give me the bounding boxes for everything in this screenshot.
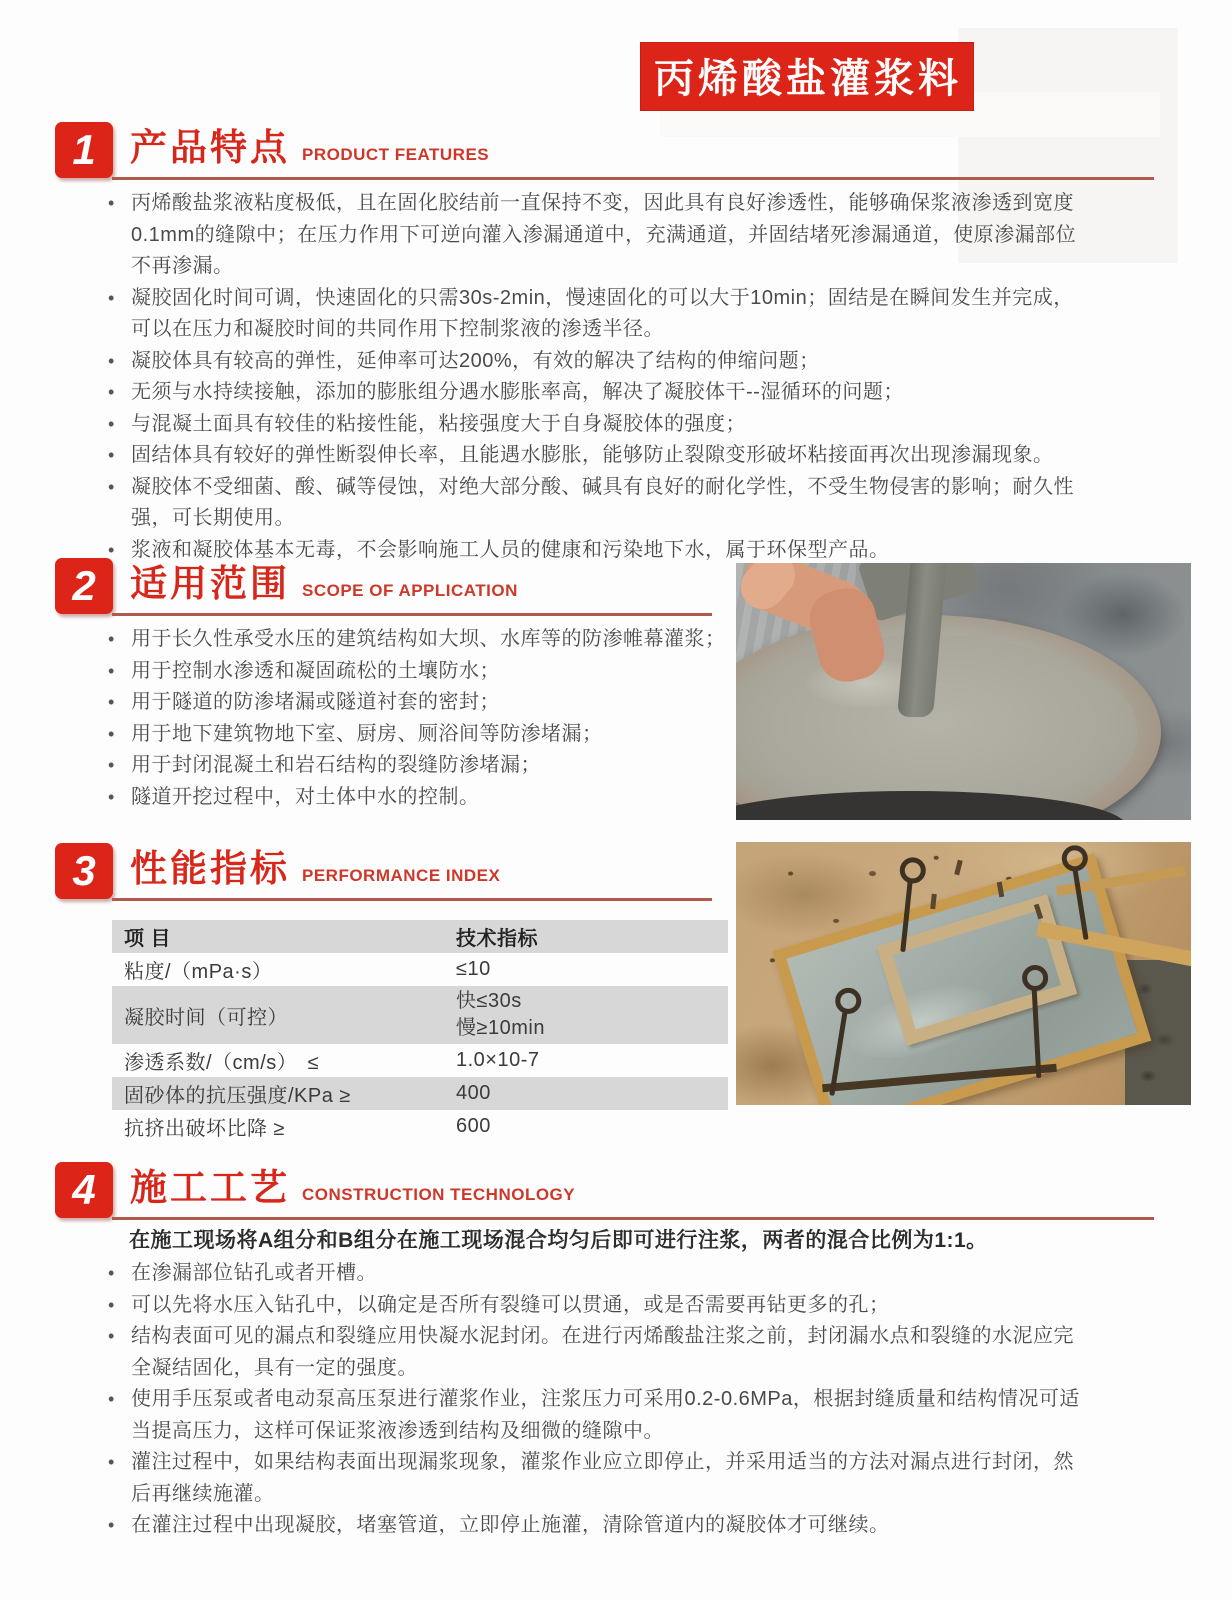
table-cell-item: 抗挤出破坏比降 ≥	[124, 1118, 286, 1140]
section-2-title: 适用范围	[130, 563, 290, 604]
list-item: • 灌注过程中，如果结构表面出现漏浆现象，灌浆作业应立即停止，并采用适当的方法对漏点进行封闭，然后再继续施灌。	[104, 1447, 1094, 1510]
table-row	[112, 1044, 728, 1077]
list-item: • 使用手压泵或者电动泵高压泵进行灌浆作业，注浆压力可采用0.2-0.6MPa，根据封缝质量和结构情况可适当提高压力，这样可保证浆液渗透到结构及细微的缝隙中。	[104, 1384, 1094, 1447]
section-4-subtitle: CONSTRUCTION TECHNOLOGY	[302, 1185, 576, 1204]
list-item: • 凝胶体不受细菌、酸、碱等侵蚀，对绝大部分酸、碱具有良好的耐化学性，不受生物侵害的影响；耐久性强，可长期使用。	[104, 472, 1089, 535]
section-3-rule	[112, 898, 712, 901]
table-row	[112, 986, 728, 1044]
table-cell-value: 400	[456, 1082, 491, 1104]
table-cell-item: 凝胶时间（可控）	[124, 1006, 288, 1029]
column-header-item: 项 目	[124, 928, 172, 950]
list-item: • 用于控制水渗透和凝固疏松的土壤防水；	[104, 656, 732, 688]
list-item: • 凝胶体具有较高的弹性，延伸率可达200%，有效的解决了结构的伸缩问题；	[104, 346, 1089, 378]
section-4-number-badge: 4	[55, 1162, 113, 1218]
table-cell-value: 1.0×10-7	[456, 1049, 540, 1071]
section-1-subtitle: PRODUCT FEATURES	[302, 145, 490, 164]
construction-steps-list	[104, 1258, 1094, 1542]
table-cell-value: 600	[456, 1115, 491, 1137]
list-item: • 与混凝土面具有较佳的粘接性能，粘接强度大于自身凝胶体的强度；	[104, 409, 1089, 441]
table-cell-item: 粘度/（mPa·s）	[124, 961, 273, 983]
section-2-rule	[112, 613, 712, 616]
table-cell-value: ≤10	[456, 958, 491, 980]
table-cell-value	[456, 986, 728, 1044]
table-row	[112, 1110, 728, 1143]
list-item: • 无须与水持续接触，添加的膨胀组分遇水膨胀率高，解决了凝胶体干--湿循环的问题；	[104, 377, 1089, 409]
section-4-title: 施工工艺	[130, 1167, 290, 1208]
product-title-banner: 丙烯酸盐灌浆料	[640, 42, 974, 111]
section-3-title: 性能指标	[130, 848, 290, 889]
product-features-list	[104, 188, 1089, 566]
section-1-number-badge: 1	[55, 122, 113, 178]
list-item: • 用于隧道的防渗堵漏或隧道衬套的密封；	[104, 687, 732, 719]
list-item: • 用于长久性承受水压的建筑结构如大坝、水库等的防渗帷幕灌浆；	[104, 624, 732, 656]
list-item: • 可以先将水压入钻孔中，以确定是否所有裂缝可以贯通，或是否需要再钻更多的孔；	[104, 1290, 1094, 1322]
list-item: • 在渗漏部位钻孔或者开槽。	[104, 1258, 1094, 1290]
value-line-fast: 快≤30s	[456, 990, 522, 1012]
section-4-rule	[112, 1217, 1154, 1220]
formwork-grouting-photo	[736, 842, 1191, 1105]
section-1-rule	[112, 177, 1154, 180]
table-cell-item: 渗透系数/（cm/s） ≤	[124, 1052, 320, 1074]
value-line-slow: 慢≥10min	[456, 1017, 545, 1039]
table-header-row	[112, 920, 728, 953]
slurry-mixing-photo	[736, 563, 1191, 820]
section-1-title: 产品特点	[130, 127, 290, 168]
column-header-value: 技术指标	[456, 928, 538, 950]
application-scope-list	[104, 624, 732, 813]
table-cell-item: 固砂体的抗压强度/KPa ≥	[124, 1085, 351, 1107]
table-row	[112, 953, 728, 986]
list-item: • 隧道开挖过程中，对土体中水的控制。	[104, 782, 732, 814]
section-2-number-badge: 2	[55, 558, 113, 614]
table-row	[112, 1077, 728, 1110]
list-item: • 用于封闭混凝土和岩石结构的裂缝防渗堵漏；	[104, 750, 732, 782]
section-4-header	[0, 1162, 1232, 1222]
section-1-header	[0, 122, 1232, 182]
list-item: • 丙烯酸盐浆液粘度极低，且在固化胶结前一直保持不变，因此具有良好渗透性，能够确保浆液渗透到宽度0.1mm的缝隙中；在压力作用下可逆向灌入渗漏通道中，充满通道，并固结堵死渗漏通道，使原渗漏部位不再渗漏。	[104, 188, 1089, 283]
list-item: • 在灌注过程中出现凝胶，堵塞管道，立即停止施灌，清除管道内的凝胶体才可继续。	[104, 1510, 1094, 1542]
mixing-ratio-note: 在施工现场将A组分和B组分在施工现场混合均匀后即可进行注浆，两者的混合比例为1:1。	[129, 1229, 988, 1252]
list-item: • 结构表面可见的漏点和裂缝应用快凝水泥封闭。在进行丙烯酸盐注浆之前，封闭漏水点和裂缝的水泥应完全凝结固化，具有一定的强度。	[104, 1321, 1094, 1384]
list-item: • 固结体具有较好的弹性断裂伸长率，且能遇水膨胀，能够防止裂隙变形破坏粘接面再次出现渗漏现象。	[104, 440, 1089, 472]
list-item: • 浆液和凝胶体基本无毒，不会影响施工人员的健康和污染地下水，属于环保型产品。	[104, 535, 1089, 567]
section-3-number-badge: 3	[55, 843, 113, 899]
list-item: • 凝胶固化时间可调，快速固化的只需30s-2min，慢速固化的可以大于10min；固结是在瞬间发生并完成，可以在压力和凝胶时间的共同作用下控制浆液的渗透半径。	[104, 283, 1089, 346]
section-3-subtitle: PERFORMANCE INDEX	[302, 866, 501, 885]
list-item: • 用于地下建筑物地下室、厨房、厕浴间等防渗堵漏；	[104, 719, 732, 751]
performance-index-table	[112, 920, 728, 1143]
section-2-subtitle: SCOPE OF APPLICATION	[302, 581, 518, 600]
